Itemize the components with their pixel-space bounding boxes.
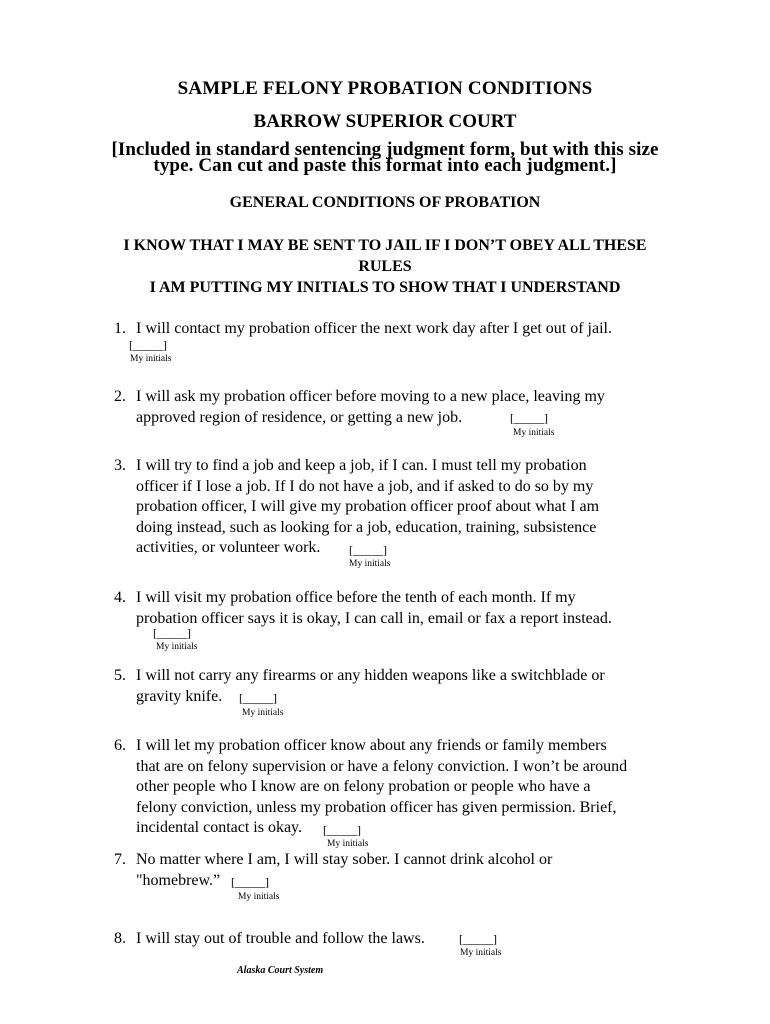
condition-line: approved region of residence, or getting a new job. [136, 408, 463, 426]
initials-blank-8[interactable]: [_____] [459, 932, 497, 946]
condition-number: 3. [114, 457, 126, 474]
warning-statement [0, 235, 770, 298]
editorial-note-line-2: type. Can cut and paste this format into each judgment.] [153, 155, 617, 176]
court-name: BARROW SUPERIOR COURT [253, 111, 517, 132]
condition-line: gravity knife. [136, 687, 223, 705]
condition-number: 7. [114, 851, 126, 868]
condition-line: I will ask my probation officer before moving to a new place, leaving my [136, 388, 605, 405]
condition-line: activities, or volunteer work. [136, 539, 321, 556]
condition-line: I will not carry any firearms or any hidden weapons like a switchblade or [136, 667, 605, 684]
warning-line-1: I KNOW THAT I MAY BE SENT TO JAIL IF I DON’T OBEY ALL THESE [123, 237, 647, 254]
initials-blank-4[interactable]: [_____] [153, 626, 191, 640]
initials-label-5: My initials [242, 708, 284, 718]
editorial-note-line-1: [Included in standard sentencing judgment form, but with this size [111, 139, 659, 160]
initials-blank-1[interactable]: [_____] [129, 338, 167, 352]
document-title: SAMPLE FELONY PROBATION CONDITIONS [177, 78, 593, 99]
condition-line: I will try to find a job and keep a job, if I can. I must tell my probation [136, 457, 587, 474]
editorial-note [0, 139, 770, 176]
condition-number: 8. [114, 930, 126, 947]
initials-label-8: My initials [460, 948, 502, 958]
condition-number: 6. [114, 737, 126, 754]
condition-line: I will contact my probation officer the next work day after I get out of jail. [136, 320, 612, 337]
condition-line: felony conviction, unless my probation officer has given permission. Brief, [136, 798, 617, 816]
condition-line: other people who I know are on felony probation or people who have a [136, 778, 591, 795]
condition-line: officer if I lose a job. If I do not have a job, and if asked to do so by my [136, 477, 594, 495]
initials-blank-6[interactable]: [_____] [323, 823, 361, 837]
initials-label-7: My initials [238, 892, 280, 902]
condition-line: No matter where I am, I will stay sober. I cannot drink alcohol or [136, 851, 553, 868]
warning-line-2: RULES [358, 258, 412, 275]
condition-line: "homebrew.” [136, 871, 221, 889]
initials-label-6: My initials [327, 839, 369, 849]
initials-label-1: My initials [130, 354, 172, 364]
initials-blank-5[interactable]: [_____] [239, 691, 277, 705]
condition-line: I will visit my probation office before the tenth of each month. If my [136, 589, 576, 606]
condition-line: probation officer, I will give my probation officer proof about what I am [136, 498, 600, 515]
footer-publisher: Alaska Court System [237, 965, 324, 976]
condition-line: incidental contact is okay. [136, 819, 303, 836]
condition-number: 4. [114, 589, 126, 606]
initials-label-2: My initials [513, 428, 555, 438]
warning-line-3: I AM PUTTING MY INITIALS TO SHOW THAT I UNDERSTAND [149, 279, 621, 296]
condition-number: 2. [114, 388, 126, 405]
condition-number: 5. [114, 667, 126, 684]
section-heading: GENERAL CONDITIONS OF PROBATION [229, 194, 541, 211]
initials-blank-7[interactable]: [_____] [231, 875, 269, 889]
condition-line: I will let my probation officer know about any friends or family members [136, 737, 607, 754]
condition-number: 1. [114, 320, 126, 337]
condition-line: that are on felony supervision or have a felony conviction. I won’t be around [136, 757, 628, 775]
condition-line: I will stay out of trouble and follow the laws. [136, 930, 425, 947]
condition-line: doing instead, such as looking for a job, education, training, subsistence [136, 518, 597, 536]
initials-blank-2[interactable]: [_____] [510, 411, 548, 425]
initials-label-4: My initials [156, 642, 198, 652]
initials-label-3: My initials [349, 559, 391, 569]
initials-blank-3[interactable]: [_____] [349, 543, 387, 557]
condition-line: probation officer says it is okay, I can call in, email or fax a report instead. [136, 609, 612, 627]
